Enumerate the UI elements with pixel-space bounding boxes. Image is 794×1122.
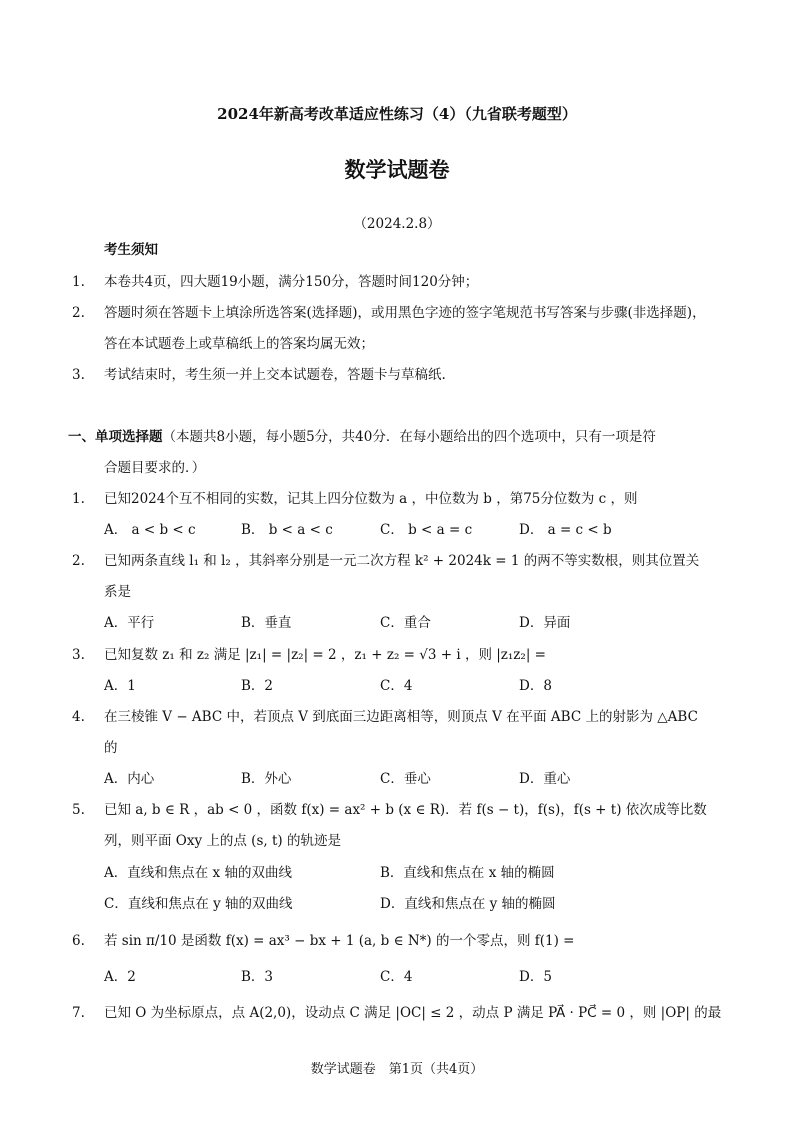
question-number: 6. <box>72 933 85 949</box>
option-c: C．4 <box>380 678 413 694</box>
option-b: B．直线和焦点在 x 轴的椭圆 <box>380 865 555 881</box>
section-heading-line <box>68 428 656 446</box>
question-stem: 系是 <box>104 584 131 600</box>
question-stem: 已知两条直线 l₁ 和 l₂ ，其斜率分别是一元二次方程 k² + 2024k = 1 的两不等实数根，则其位置关 <box>104 553 700 569</box>
notice-item-number: 2. <box>72 305 85 321</box>
question-number: 2. <box>72 553 85 569</box>
subject-title: 数学试题卷 <box>344 157 450 182</box>
option-c: C．4 <box>380 969 413 985</box>
notice-item-text: 本卷共4页，四大题19小题，满分150分，答题时间120分钟； <box>104 274 479 290</box>
option-b: B．3 <box>241 969 274 985</box>
page-footer: 数学试题卷 第1页（共4页） <box>310 1062 484 1077</box>
question-stem: 的 <box>104 740 118 756</box>
question-number: 7. <box>72 1005 85 1021</box>
option-c: C．直线和焦点在 y 轴的双曲线 <box>104 896 293 912</box>
exam-date: （2024.2.8） <box>353 216 441 232</box>
section-heading: 一、单项选择题 <box>68 429 163 445</box>
option-c: C．垂心 <box>380 771 431 787</box>
notice-item-number: 1. <box>72 274 85 290</box>
question-stem: 已知复数 z₁ 和 z₂ 满足 |z₁| = |z₂| = 2 ，z₁ + z₂ = √3 + i ，则 |z₁z₂| = <box>104 647 546 663</box>
option-a: A．内心 <box>104 771 155 787</box>
question-stem: 列，则平面 Oxy 上的点 (s, t) 的轨迹是 <box>104 833 341 849</box>
option-d: D．异面 <box>519 615 571 631</box>
option-c: C．重合 <box>380 615 431 631</box>
option-a: A．平行 <box>104 615 155 631</box>
exam-title: 2024年新高考改革适应性练习（4）（九省联考题型） <box>217 105 577 123</box>
question-number: 3. <box>72 647 85 663</box>
option-c: C． b < a = c <box>380 522 473 538</box>
option-a: A．2 <box>104 969 136 985</box>
option-d: D．5 <box>519 969 552 985</box>
option-d: D．直线和焦点在 y 轴的椭圆 <box>380 896 556 912</box>
option-b: B．外心 <box>241 771 292 787</box>
notice-item-text: 答在本试题卷上或草稿纸上的答案均属无效； <box>104 336 374 352</box>
question-stem: 已知2024个互不相同的实数，记其上四分位数为 a ，中位数为 b ，第75分位数为 c ，则 <box>104 491 638 507</box>
option-a: A．1 <box>104 678 136 694</box>
option-b: B．2 <box>241 678 274 694</box>
option-d: D． a = c < b <box>519 522 612 538</box>
section-description: （本题共8小题，每小题5分，共40分．在每小题给出的四个选项中，只有一项是符 <box>162 429 656 445</box>
section-description: 合题目要求的．） <box>104 460 206 476</box>
question-stem: 已知 a, b ∈ R ，ab < 0 ，函数 f(x) = ax² + b (x ∈ R)．若 f(s − t)，f(s)，f(s + t) 依次成等比数 <box>104 802 707 818</box>
option-d: D．8 <box>519 678 552 694</box>
notice-item-number: 3. <box>72 367 85 383</box>
question-stem: 已知 O 为坐标原点，点 A(2,0)，设动点 C 满足 |OC| ≤ 2 ，动点 P 满足 PA⃗ · PC⃗ = 0 ，则 |OP| 的最 <box>104 1005 722 1021</box>
option-a: A．直线和焦点在 x 轴的双曲线 <box>104 865 292 881</box>
option-b: B． b < a < c <box>241 522 333 538</box>
question-stem: 若 sin π/10 是函数 f(x) = ax³ − bx + 1 (a, b ∈ N*) 的一个零点，则 f(1) = <box>104 933 575 949</box>
notice-item-text: 答题时须在答题卡上填涂所选答案(选择题)，或用黑色字迹的签字笔规范书写答案与步骤(非选择题)， <box>104 305 706 321</box>
question-number: 5. <box>72 802 85 818</box>
option-a: A． a < b < c <box>104 522 196 538</box>
question-number: 4. <box>72 709 85 725</box>
option-b: B．垂直 <box>241 615 292 631</box>
notice-heading: 考生须知 <box>104 242 158 258</box>
question-stem: 在三棱锥 V − ABC 中，若顶点 V 到底面三边距离相等，则顶点 V 在平面 ABC 上的射影为 △ABC <box>104 709 698 725</box>
option-d: D．重心 <box>519 771 571 787</box>
notice-item-text: 考试结束时，考生须一并上交本试题卷，答题卡与草稿纸. <box>104 367 446 383</box>
question-number: 1. <box>72 491 85 507</box>
